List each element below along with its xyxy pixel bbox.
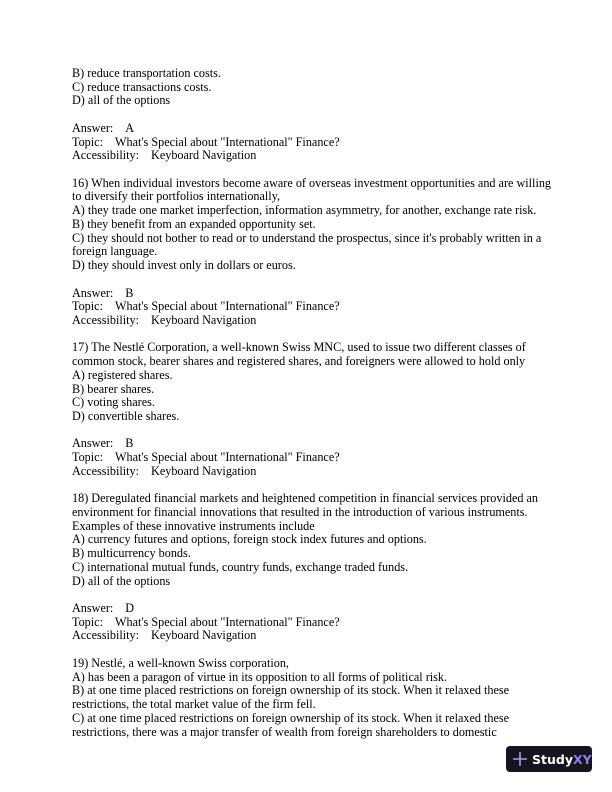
accessibility-line-label: Accessibility: xyxy=(72,148,140,163)
accessibility-line xyxy=(72,314,552,328)
question-line: D) they should invest only in dollars or euros. xyxy=(72,258,296,273)
topic-line-label: Topic: xyxy=(72,134,103,149)
topic-line xyxy=(72,616,552,630)
question-line: C) international mutual funds, country funds, exchange traded funds. xyxy=(72,559,409,574)
question-line: C) at one time placed restrictions on foreign ownership of its stock. When it relaxed these xyxy=(72,710,510,725)
question-line: B) multicurrency bonds. xyxy=(72,546,191,561)
answer-line-label: Answer: xyxy=(72,120,114,135)
question-line: C) they should not bother to read or to understand the prospectus, since it's probably written in a xyxy=(72,230,542,245)
topic-line-value: What's Special about "International" Finance? xyxy=(114,299,340,314)
accessibility-line-value: Keyboard Navigation xyxy=(151,628,257,643)
answer-line-value: B xyxy=(125,285,134,300)
topic-line-value: What's Special about "International" Finance? xyxy=(114,614,340,629)
accessibility-line-value: Keyboard Navigation xyxy=(151,312,257,327)
question-line: B) bearer shares. xyxy=(72,381,155,396)
question-line: restrictions, there was a major transfer of wealth from foreign shareholders to domestic xyxy=(72,724,497,739)
topic-line xyxy=(72,300,552,314)
question-line: Examples of these innovative instruments include xyxy=(72,518,315,533)
logo-text-main: Study xyxy=(532,751,573,767)
studyxy-logo[interactable] xyxy=(506,746,592,772)
accessibility-line xyxy=(72,629,552,643)
topic-line-label: Topic: xyxy=(72,450,103,465)
topic-line xyxy=(72,451,552,465)
question-line: environment for financial innovations that resulted in the introduction of various instruments. xyxy=(72,505,528,519)
answer-line-value: A xyxy=(125,120,135,135)
accessibility-line-value: Keyboard Navigation xyxy=(151,463,257,478)
topic-line-value: What's Special about "International" Finance? xyxy=(114,450,340,465)
accessibility-line-value: Keyboard Navigation xyxy=(151,148,257,163)
topic-line-label: Topic: xyxy=(72,299,103,314)
question-line: A) currency futures and options, foreign stock index futures and options. xyxy=(72,532,427,547)
question-line: B) reduce transportation costs. xyxy=(72,66,221,80)
question-line: C) voting shares. xyxy=(72,395,155,410)
document-page xyxy=(72,67,552,739)
question-line: common stock, bearer shares and registered shares, and foreigners were allowed to hold only xyxy=(72,354,526,369)
question-line: foreign language. xyxy=(72,244,158,259)
question-line: restrictions, the total market value of the firm fell. xyxy=(72,697,316,712)
answer-line-label: Answer: xyxy=(72,285,114,300)
accessibility-line-label: Accessibility: xyxy=(72,628,140,643)
answer-line xyxy=(72,602,552,616)
plus-icon xyxy=(513,752,527,766)
topic-line-label: Topic: xyxy=(72,614,103,629)
accessibility-line xyxy=(72,465,552,479)
accessibility-line-label: Accessibility: xyxy=(72,312,140,327)
logo-text-accent: XY xyxy=(572,751,592,767)
question-line: 16) When individual investors become aware of overseas investment opportunities and are willing xyxy=(72,175,552,190)
topic-line xyxy=(72,136,552,150)
question-line: A) they trade one market imperfection, information asymmetry, for another, exchange rate risk. xyxy=(72,203,537,218)
topic-line-value: What's Special about "International" Finance? xyxy=(114,134,340,149)
accessibility-line xyxy=(72,149,552,163)
answer-line xyxy=(72,437,552,451)
question-line: D) all of the options xyxy=(72,573,171,588)
accessibility-line-label: Accessibility: xyxy=(72,463,140,478)
question-line: B) at one time placed restrictions on foreign ownership of its stock. When it relaxed these xyxy=(72,683,510,698)
question-line: D) all of the options xyxy=(72,93,171,108)
question-line: D) convertible shares. xyxy=(72,408,180,423)
question-line: B) they benefit from an expanded opportunity set. xyxy=(72,216,316,231)
answer-line xyxy=(72,287,552,301)
question-line: A) registered shares. xyxy=(72,367,173,382)
question-line: C) reduce transactions costs. xyxy=(72,79,212,94)
answer-line xyxy=(72,122,552,136)
question-line: to diversify their portfolios internationally, xyxy=(72,189,281,204)
question-line: 17) The Nestlé Corporation, a well-known Swiss MNC, used to issue two different classes of xyxy=(72,340,526,355)
answer-line-label: Answer: xyxy=(72,601,114,616)
question-line: A) has been a paragon of virtue in its opposition to all forms of political risk. xyxy=(72,669,448,684)
answer-line-value: B xyxy=(125,436,134,451)
answer-line-label: Answer: xyxy=(72,436,114,451)
question-line: 19) Nestlé, a well-known Swiss corporation, xyxy=(72,655,289,670)
answer-line-value: D xyxy=(125,601,135,616)
question-line: 18) Deregulated financial markets and heightened competition in financial services provided an xyxy=(72,491,538,506)
